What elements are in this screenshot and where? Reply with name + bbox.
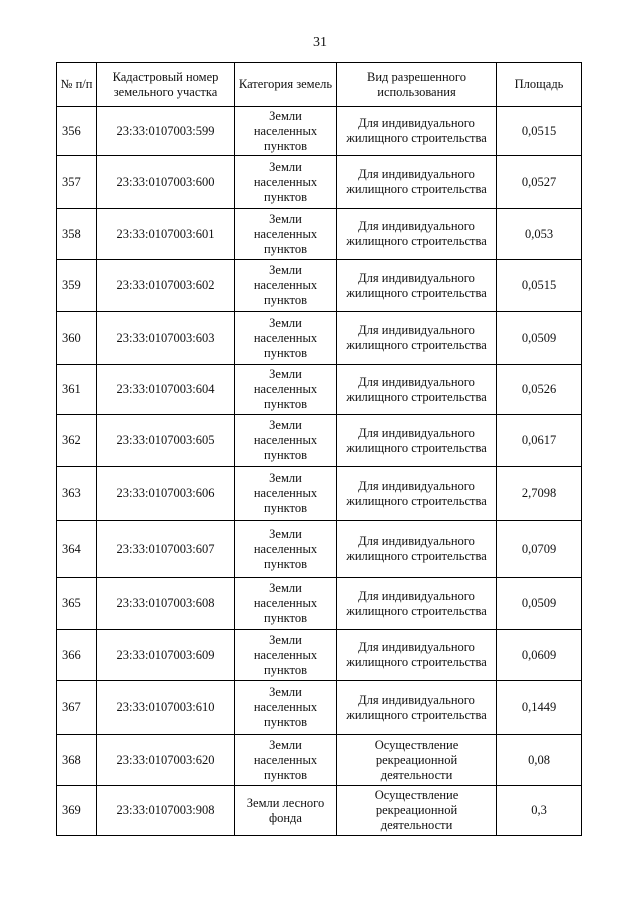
land-category-cell: Земли населенных пунктов xyxy=(235,156,337,209)
area-cell: 2,7098 xyxy=(497,467,582,521)
header-number: № п/п xyxy=(57,63,97,107)
table-header-row xyxy=(57,63,582,107)
permitted-use-cell: Для индивидуального жилищного строительства xyxy=(337,521,497,578)
row-number-cell: 361 xyxy=(57,365,97,415)
table-row xyxy=(57,415,582,467)
table-row xyxy=(57,260,582,312)
cadastral-number-cell: 23:33:0107003:607 xyxy=(97,521,235,578)
page-number: 31 xyxy=(313,35,327,50)
land-category-cell: Земли населенных пунктов xyxy=(235,107,337,156)
cadastral-number-cell: 23:33:0107003:605 xyxy=(97,415,235,467)
table-row xyxy=(57,578,582,630)
permitted-use-cell: Для индивидуального жилищного строительства xyxy=(337,156,497,209)
cadastral-number-cell: 23:33:0107003:602 xyxy=(97,260,235,312)
row-number-cell: 360 xyxy=(57,312,97,365)
area-cell: 0,0527 xyxy=(497,156,582,209)
row-number-cell: 367 xyxy=(57,681,97,735)
row-number-cell: 363 xyxy=(57,467,97,521)
cadastral-number-cell: 23:33:0107003:608 xyxy=(97,578,235,630)
area-cell: 0,0617 xyxy=(497,415,582,467)
area-cell: 0,0515 xyxy=(497,107,582,156)
area-cell: 0,0709 xyxy=(497,521,582,578)
table-row xyxy=(57,312,582,365)
permitted-use-cell: Для индивидуального жилищного строительства xyxy=(337,681,497,735)
table-row xyxy=(57,521,582,578)
cadastral-number-cell: 23:33:0107003:599 xyxy=(97,107,235,156)
area-cell: 0,0526 xyxy=(497,365,582,415)
cadastral-number-cell: 23:33:0107003:601 xyxy=(97,209,235,260)
land-plots-table xyxy=(56,62,582,836)
table-row xyxy=(57,365,582,415)
row-number-cell: 356 xyxy=(57,107,97,156)
land-category-cell: Земли населенных пунктов xyxy=(235,735,337,786)
cadastral-number-cell: 23:33:0107003:603 xyxy=(97,312,235,365)
land-category-cell: Земли населенных пунктов xyxy=(235,415,337,467)
header-land-category: Категория земель xyxy=(235,63,337,107)
land-category-cell: Земли населенных пунктов xyxy=(235,365,337,415)
land-category-cell: Земли населенных пунктов xyxy=(235,681,337,735)
cadastral-number-cell: 23:33:0107003:604 xyxy=(97,365,235,415)
cadastral-number-cell: 23:33:0107003:609 xyxy=(97,630,235,681)
table-row xyxy=(57,107,582,156)
land-category-cell: Земли населенных пунктов xyxy=(235,209,337,260)
permitted-use-cell: Для индивидуального жилищного строительства xyxy=(337,630,497,681)
permitted-use-cell: Для индивидуального жилищного строительства xyxy=(337,107,497,156)
table-row xyxy=(57,630,582,681)
row-number-cell: 359 xyxy=(57,260,97,312)
permitted-use-cell: Для индивидуального жилищного строительства xyxy=(337,209,497,260)
cadastral-number-cell: 23:33:0107003:610 xyxy=(97,681,235,735)
cadastral-number-cell: 23:33:0107003:600 xyxy=(97,156,235,209)
permitted-use-cell: Для индивидуального жилищного строительства xyxy=(337,415,497,467)
row-number-cell: 362 xyxy=(57,415,97,467)
permitted-use-cell: Для индивидуального жилищного строительства xyxy=(337,578,497,630)
row-number-cell: 368 xyxy=(57,735,97,786)
permitted-use-cell: Для индивидуального жилищного строительства xyxy=(337,467,497,521)
area-cell: 0,0509 xyxy=(497,312,582,365)
cadastral-number-cell: 23:33:0107003:620 xyxy=(97,735,235,786)
table-row xyxy=(57,467,582,521)
cadastral-number-cell: 23:33:0107003:606 xyxy=(97,467,235,521)
area-cell: 0,0509 xyxy=(497,578,582,630)
permitted-use-cell: Для индивидуального жилищного строительства xyxy=(337,365,497,415)
land-category-cell: Земли населенных пунктов xyxy=(235,312,337,365)
row-number-cell: 358 xyxy=(57,209,97,260)
area-cell: 0,053 xyxy=(497,209,582,260)
row-number-cell: 366 xyxy=(57,630,97,681)
table-row xyxy=(57,786,582,836)
land-category-cell: Земли населенных пунктов xyxy=(235,260,337,312)
land-category-cell: Земли населенных пунктов xyxy=(235,467,337,521)
header-cadastral-number: Кадастровый номер земельного участка xyxy=(97,63,235,107)
land-category-cell: Земли лесного фонда xyxy=(235,786,337,836)
table-body xyxy=(57,107,582,836)
area-cell: 0,1449 xyxy=(497,681,582,735)
table-row xyxy=(57,681,582,735)
permitted-use-cell: Осуществление рекреационной деятельности xyxy=(337,786,497,836)
header-permitted-use: Вид разрешенного использования xyxy=(337,63,497,107)
permitted-use-cell: Для индивидуального жилищного строительства xyxy=(337,312,497,365)
row-number-cell: 365 xyxy=(57,578,97,630)
row-number-cell: 357 xyxy=(57,156,97,209)
land-category-cell: Земли населенных пунктов xyxy=(235,578,337,630)
header-area: Площадь xyxy=(497,63,582,107)
table-row xyxy=(57,209,582,260)
row-number-cell: 364 xyxy=(57,521,97,578)
table-row xyxy=(57,735,582,786)
area-cell: 0,0609 xyxy=(497,630,582,681)
land-category-cell: Земли населенных пунктов xyxy=(235,521,337,578)
land-category-cell: Земли населенных пунктов xyxy=(235,630,337,681)
area-cell: 0,08 xyxy=(497,735,582,786)
row-number-cell: 369 xyxy=(57,786,97,836)
area-cell: 0,3 xyxy=(497,786,582,836)
permitted-use-cell: Осуществление рекреационной деятельности xyxy=(337,735,497,786)
table-row xyxy=(57,156,582,209)
cadastral-number-cell: 23:33:0107003:908 xyxy=(97,786,235,836)
permitted-use-cell: Для индивидуального жилищного строительства xyxy=(337,260,497,312)
area-cell: 0,0515 xyxy=(497,260,582,312)
